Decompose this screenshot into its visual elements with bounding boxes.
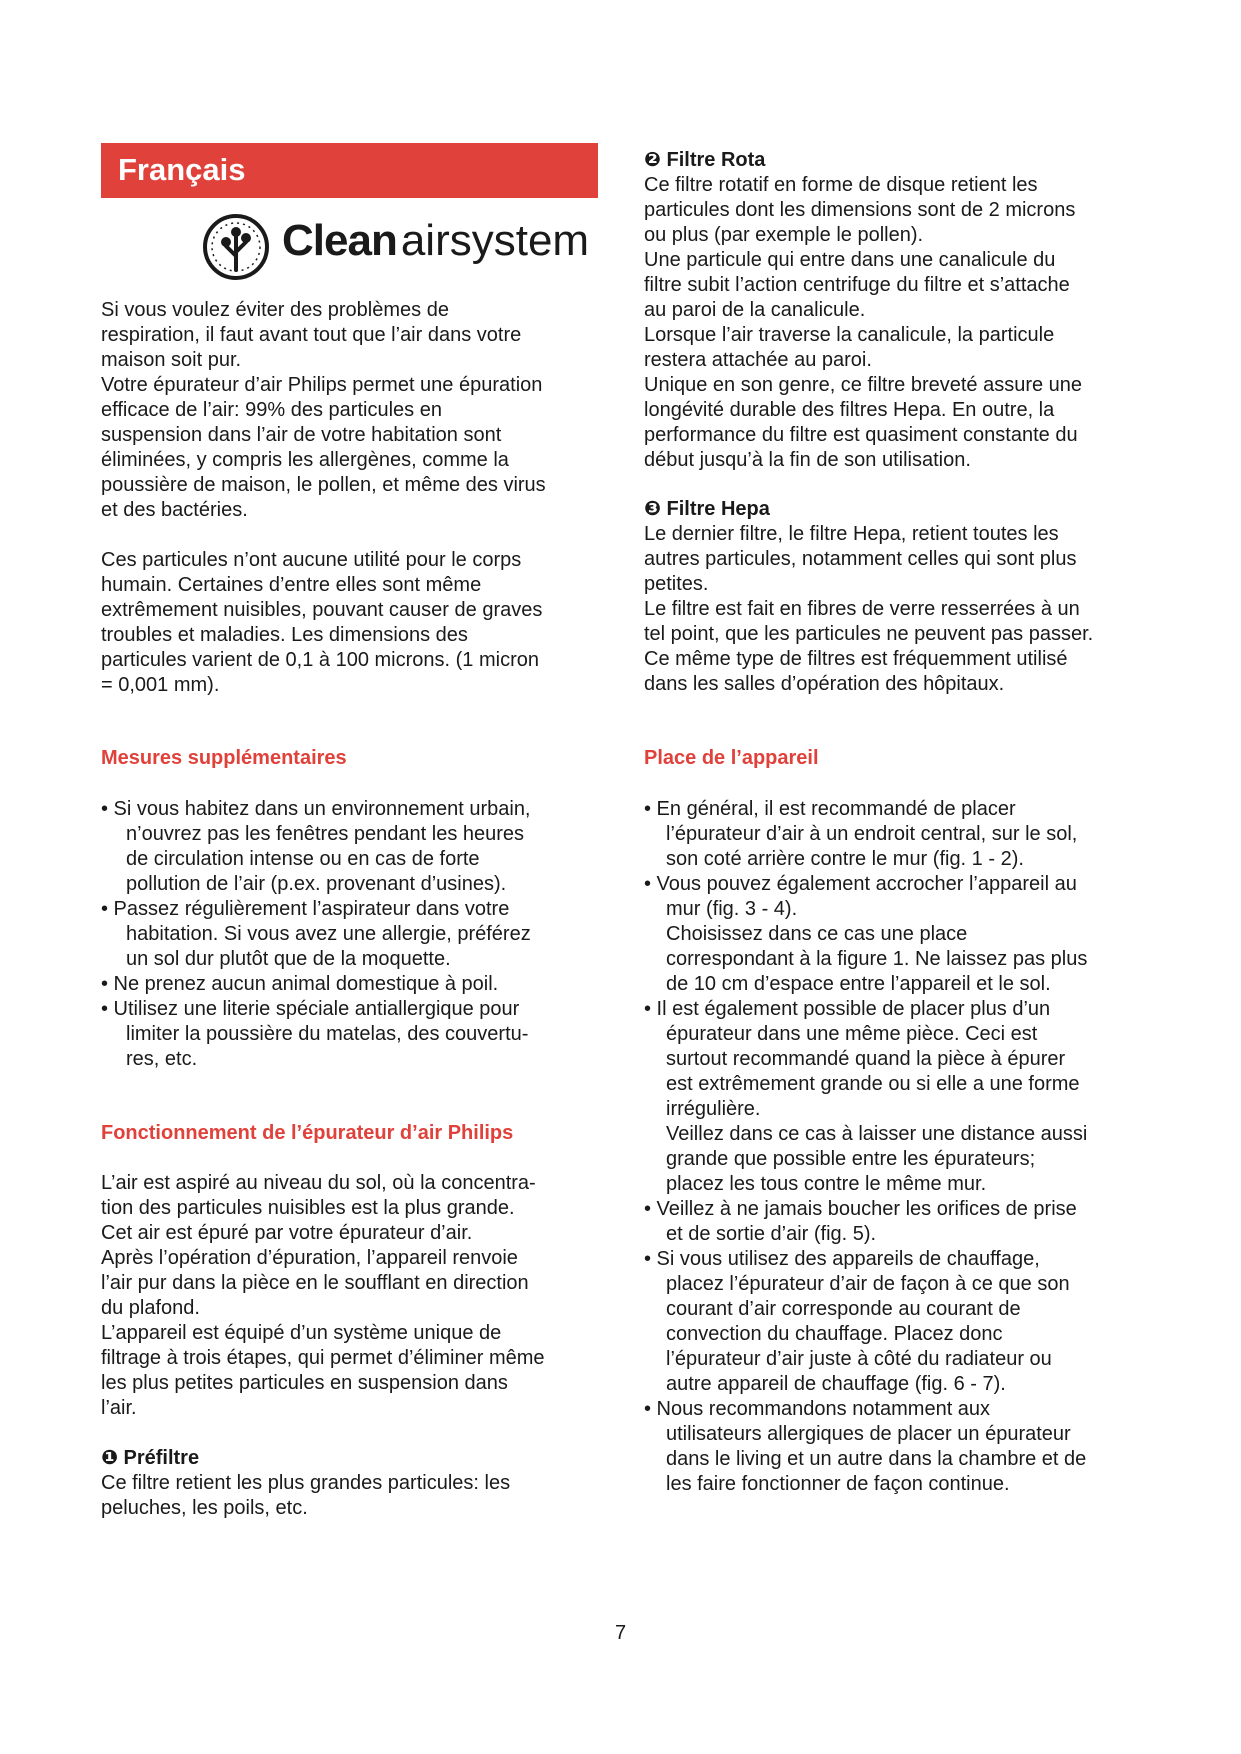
list-item-line: irrégulière.: [666, 1098, 761, 1120]
list-item-line: de circulation intense ou en cas de forte: [126, 848, 480, 870]
list-item: [101, 897, 531, 972]
list-item-line: placez les tous contre le même mur.: [666, 1173, 987, 1195]
text-line: maison soit pur.: [101, 349, 242, 371]
text-line: Ces particules n’ont aucune utilité pour le corps: [101, 549, 522, 571]
clean-airsystem-logo: [200, 210, 600, 282]
list-item-line: • Veillez à ne jamais boucher les orifices de prise: [644, 1198, 1077, 1220]
text-line: éliminées, y compris les allergènes, comme la: [101, 449, 509, 471]
text-line: Votre épurateur d’air Philips permet une épuration: [101, 374, 543, 396]
text-line: humain. Certaines d’entre elles sont même: [101, 574, 482, 596]
text-line: filtrage à trois étapes, qui permet d’éliminer même: [101, 1347, 545, 1369]
text-line: l’air pur dans la pièce en le soufflant en direction: [101, 1272, 529, 1294]
list-item-line: placez l’épurateur d’air de façon à ce que son: [666, 1273, 1070, 1295]
list-item-line: • Vous pouvez également accrocher l’appareil au: [644, 873, 1077, 895]
list-item: [644, 797, 1087, 872]
text-line: extrêmement nuisibles, pouvant causer de graves: [101, 599, 543, 621]
list-item-line: son coté arrière contre le mur (fig. 1 - 2).: [666, 848, 1024, 870]
prefilter-title: ❶ Préfiltre: [101, 1447, 200, 1469]
list-item-line: de 10 cm d’espace entre l’appareil et le sol.: [666, 973, 1051, 995]
list-item-line: pollution de l’air (p.ex. provenant d’usines).: [126, 873, 507, 895]
list-item: [101, 997, 531, 1072]
text-line: Si vous voulez éviter des problèmes de: [101, 299, 449, 321]
prefilter-paragraph: [101, 1471, 510, 1521]
list-item: [644, 997, 1087, 1197]
list-item-line: Choisissez dans ce cas une place: [666, 923, 968, 945]
text-line: Unique en son genre, ce filtre breveté assure une: [644, 374, 1083, 396]
text-line: Ce filtre retient les plus grandes particules: les: [101, 1472, 511, 1494]
list-item-line: les faire fonctionner de façon continue.: [666, 1473, 1010, 1495]
text-line: Ce même type de filtres est fréquemment utilisé: [644, 648, 1068, 670]
rota-paragraph: [644, 173, 1082, 473]
text-line: L’air est aspiré au niveau du sol, où la concentra-: [101, 1172, 536, 1194]
list-item-line: res, etc.: [126, 1048, 198, 1070]
text-line: Cet air est épuré par votre épurateur d’air.: [101, 1222, 473, 1244]
measures-list: [101, 797, 531, 1072]
text-line: particules varient de 0,1 à 100 microns. (1 micron: [101, 649, 539, 671]
text-line: Le dernier filtre, le filtre Hepa, retient toutes les: [644, 523, 1059, 545]
text-line: longévité durable des filtres Hepa. En outre, la: [644, 399, 1055, 421]
list-item-line: est extrêmement grande ou si elle a une forme: [666, 1073, 1080, 1095]
list-item-line: et de sortie d’air (fig. 5).: [666, 1223, 877, 1245]
text-line: ou plus (par exemple le pollen).: [644, 224, 924, 246]
list-item-line: • Utilisez une literie spéciale antiallergique pour: [101, 998, 520, 1020]
text-line: = 0,001 mm).: [101, 674, 220, 696]
list-item-line: l’épurateur d’air à un endroit central, sur le sol,: [666, 823, 1078, 845]
list-item: [644, 1397, 1087, 1497]
list-item-line: l’épurateur d’air juste à côté du radiateur ou: [666, 1348, 1052, 1370]
list-item-line: Veillez dans ce cas à laisser une distance aussi: [666, 1123, 1088, 1145]
text-line: Une particule qui entre dans une canalicule du: [644, 249, 1056, 271]
brand-name: Cleanairsystem: [282, 216, 590, 265]
list-item-line: autre appareil de chauffage (fig. 6 - 7).: [666, 1373, 1006, 1395]
list-item-line: utilisateurs allergiques de placer un épurateur: [666, 1423, 1071, 1445]
list-item-line: correspondant à la figure 1. Ne laissez pas plus: [666, 948, 1088, 970]
hepa-title: ❸ Filtre Hepa: [644, 498, 770, 520]
text-line: particules dont les dimensions sont de 2 microns: [644, 199, 1076, 221]
text-line: L’appareil est équipé d’un système unique de: [101, 1322, 502, 1344]
text-line: Après l’opération d’épuration, l’appareil renvoie: [101, 1247, 518, 1269]
tree-logo-icon: [200, 212, 272, 282]
rota-title: ❷ Filtre Rota: [644, 149, 766, 171]
list-item-line: dans le living et un autre dans la chambre et de: [666, 1448, 1087, 1470]
list-item-line: • Il est également possible de placer plus d’un: [644, 998, 1051, 1020]
list-item: [644, 872, 1087, 997]
text-line: restera attachée au paroi.: [644, 349, 872, 371]
list-item-line: • Si vous utilisez des appareils de chauffage,: [644, 1248, 1040, 1270]
text-line: respiration, il faut avant tout que l’air dans votre: [101, 324, 522, 346]
text-line: filtre subit l’action centrifuge du filtre et s’attache: [644, 274, 1070, 296]
list-item: [644, 1247, 1087, 1397]
text-line: Le filtre est fait en fibres de verre resserrées à un: [644, 598, 1080, 620]
text-line: petites.: [644, 573, 709, 595]
text-line: autres particules, notamment celles qui sont plus: [644, 548, 1077, 570]
list-item-line: grande que possible entre les épurateurs;: [666, 1148, 1036, 1170]
text-line: du plafond.: [101, 1297, 200, 1319]
text-line: poussière de maison, le pollen, et même des virus: [101, 474, 546, 496]
list-item-line: • Si vous habitez dans un environnement urbain,: [101, 798, 531, 820]
text-line: peluches, les poils, etc.: [101, 1497, 308, 1519]
text-line: début jusqu’à la fin de son utilisation.: [644, 449, 971, 471]
list-item-line: convection du chauffage. Placez donc: [666, 1323, 1003, 1345]
list-item: [101, 972, 531, 997]
placement-list: [644, 797, 1087, 1497]
page-number: 7: [614, 1622, 627, 1644]
text-line: Ce filtre rotatif en forme de disque retient les: [644, 174, 1038, 196]
text-line: et des bactéries.: [101, 499, 248, 521]
intro-paragraph-2: [101, 548, 542, 698]
text-line: tel point, que les particules ne peuvent pas passer.: [644, 623, 1094, 645]
list-item-line: épurateur dans une même pièce. Ceci est: [666, 1023, 1038, 1045]
list-item-line: courant d’air corresponde au courant de: [666, 1298, 1021, 1320]
hepa-paragraph: [644, 522, 1093, 697]
language-header: Français: [101, 143, 598, 198]
text-line: dans les salles d’opération des hôpitaux.: [644, 673, 1005, 695]
text-line: performance du filtre est quasiment constante du: [644, 424, 1078, 446]
list-item: [101, 797, 531, 897]
intro-paragraph-1: [101, 298, 546, 523]
text-line: tion des particules nuisibles est la plus grande.: [101, 1197, 515, 1219]
placement-heading: Place de l’appareil: [644, 747, 819, 769]
list-item-line: n’ouvrez pas les fenêtres pendant les heures: [126, 823, 525, 845]
list-item-line: • Nous recommandons notamment aux: [644, 1398, 991, 1420]
text-line: au paroi de la canalicule.: [644, 299, 866, 321]
list-item-line: • En général, il est recommandé de placer: [644, 798, 1016, 820]
list-item-line: un sol dur plutôt que de la moquette.: [126, 948, 451, 970]
list-item: [644, 1197, 1087, 1247]
text-line: troubles et maladies. Les dimensions des: [101, 624, 468, 646]
text-line: suspension dans l’air de votre habitation sont: [101, 424, 502, 446]
function-paragraph: [101, 1171, 545, 1421]
list-item-line: • Ne prenez aucun animal domestique à poil.: [101, 973, 499, 995]
list-item-line: • Passez régulièrement l’aspirateur dans votre: [101, 898, 510, 920]
list-item-line: habitation. Si vous avez une allergie, préférez: [126, 923, 531, 945]
list-item-line: surtout recommandé quand la pièce à épurer: [666, 1048, 1066, 1070]
list-item-line: limiter la poussière du matelas, des couvertu-: [126, 1023, 529, 1045]
text-line: les plus petites particules en suspension dans: [101, 1372, 508, 1394]
text-line: l’air.: [101, 1397, 137, 1419]
text-line: Lorsque l’air traverse la canalicule, la particule: [644, 324, 1055, 346]
text-line: efficace de l’air: 99% des particules en: [101, 399, 442, 421]
measures-heading: Mesures supplémentaires: [101, 747, 347, 769]
list-item-line: mur (fig. 3 - 4).: [666, 898, 798, 920]
function-heading: Fonctionnement de l’épurateur d’air Philips: [101, 1122, 514, 1144]
